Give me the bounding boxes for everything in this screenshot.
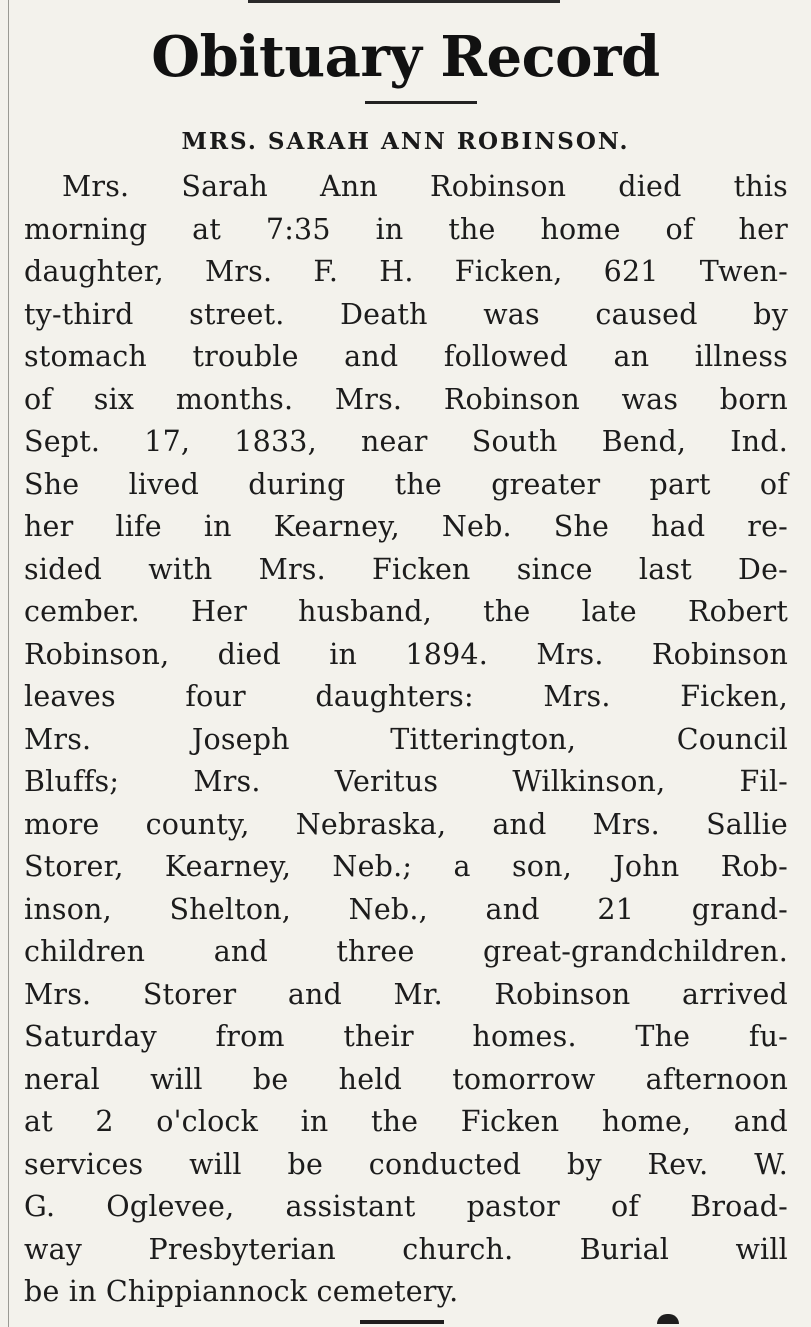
body-line: inson, Shelton, Neb., and 21 grand- bbox=[24, 892, 788, 926]
body-line: ty-third street. Death was caused by bbox=[24, 297, 788, 331]
body-line: services will be conducted by Rev. W. bbox=[24, 1147, 788, 1181]
body-line: children and three great-grandchildren. bbox=[24, 935, 788, 968]
page-title: Obituary Record bbox=[151, 24, 660, 90]
body-line: Mrs. Storer and Mr. Robinson arrived bbox=[24, 977, 788, 1011]
obituary-body bbox=[24, 166, 788, 1314]
body-line: be in Chippiannock cemetery. bbox=[24, 1275, 459, 1308]
body-line: neral will be held tomorrow afternoon bbox=[24, 1062, 788, 1096]
body-line: Sept. 17, 1833, near South Bend, Ind. bbox=[24, 425, 788, 458]
body-line: Saturday from their homes. The fu- bbox=[24, 1020, 788, 1053]
obituary-subheading: MRS. SARAH ANN ROBINSON. bbox=[181, 128, 630, 155]
body-line: of six months. Mrs. Robinson was born bbox=[24, 382, 788, 416]
body-line: She lived during the greater part of bbox=[24, 467, 788, 501]
body-line: G. Oglevee, assistant pastor of Broad- bbox=[24, 1190, 788, 1223]
body-line: more county, Nebraska, and Mrs. Sallie bbox=[24, 807, 788, 841]
body-line: sided with Mrs. Ficken since last De- bbox=[24, 552, 788, 586]
body-line: stomach trouble and followed an illness bbox=[24, 340, 788, 373]
column-edge-line bbox=[8, 0, 9, 1327]
top-rule bbox=[248, 0, 560, 3]
body-line: leaves four daughters: Mrs. Ficken, bbox=[24, 680, 788, 713]
body-line: daughter, Mrs. F. H. Ficken, 621 Twen- bbox=[24, 255, 788, 288]
body-line: Storer, Kearney, Neb.; a son, John Rob- bbox=[24, 850, 788, 883]
bottom-ornament bbox=[657, 1314, 679, 1324]
body-line: cember. Her husband, the late Robert bbox=[24, 595, 788, 628]
body-line: at 2 o'clock in the Ficken home, and bbox=[24, 1105, 788, 1138]
body-line: way Presbyterian church. Burial will bbox=[24, 1232, 788, 1266]
body-line: Mrs. Joseph Titterington, Council bbox=[24, 722, 788, 756]
body-line: Mrs. Sarah Ann Robinson died this bbox=[62, 170, 788, 203]
body-line: Robinson, died in 1894. Mrs. Robinson bbox=[24, 637, 788, 671]
body-line: her life in Kearney, Neb. She had re- bbox=[24, 510, 788, 543]
bottom-rule bbox=[360, 1320, 444, 1324]
heading-divider bbox=[365, 101, 477, 104]
body-line: morning at 7:35 in the home of her bbox=[24, 212, 788, 246]
body-line: Bluffs; Mrs. Veritus Wilkinson, Fil- bbox=[24, 765, 788, 798]
